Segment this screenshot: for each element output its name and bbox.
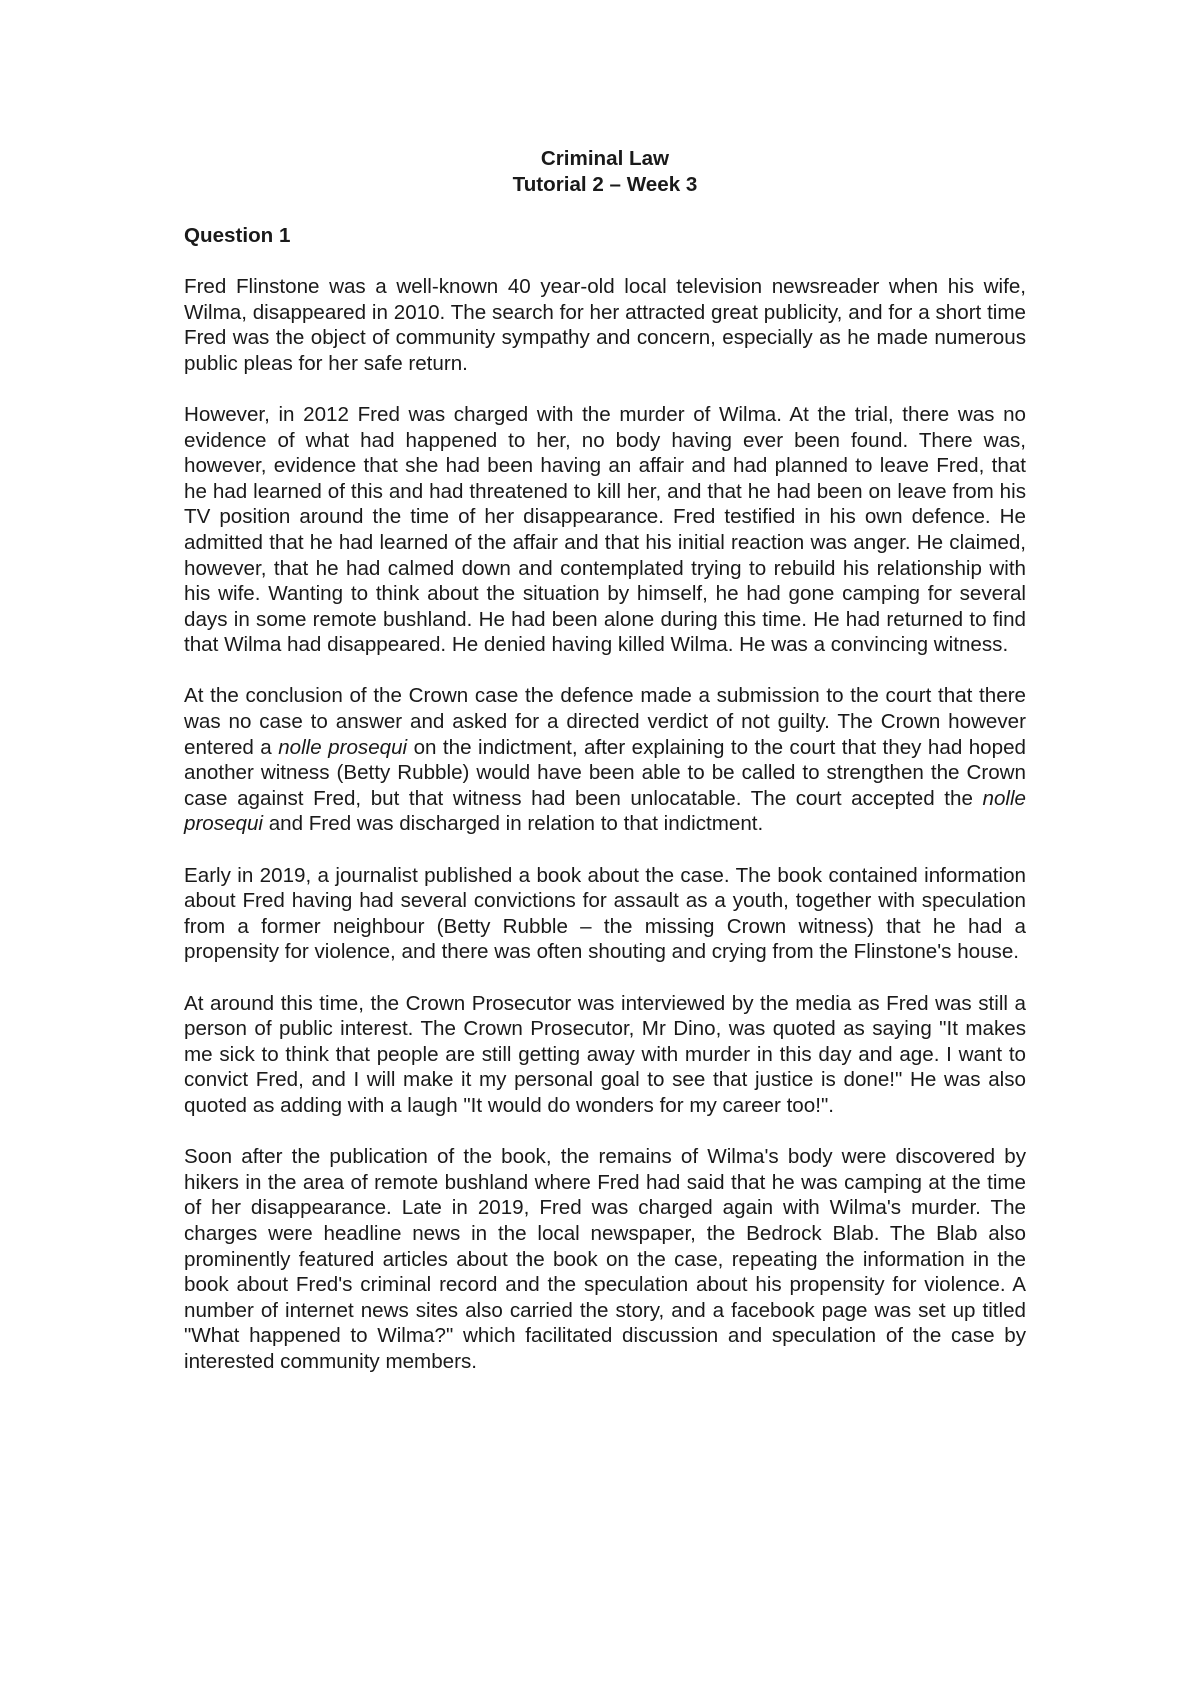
paragraph-1: Fred Flinstone was a well-known 40 year-old local television newsreader when his wife, Wilma, disappeared in 2010. The search for her attracted great publicity, and for a short time Fred was the object of community sympathy and concern, especially as he made numerous public pleas for her safe return.: [184, 274, 1026, 375]
paragraph-3-italic-1: nolle prosequi: [278, 735, 408, 759]
document-subtitle: Tutorial 2 – Week 3: [512, 172, 698, 196]
paragraph-3-part-c: and Fred was discharged in relation to that indictment.: [263, 812, 764, 836]
paragraph-4: Early in 2019, a journalist published a book about the case. The book contained information about Fred having had several convictions for assault as a youth, together with speculation from a former neighbour (Betty Rubble – the missing Crown witness) that he had a propensity for violence, and there was often shouting and crying from the Flinstone's house.: [184, 863, 1026, 964]
paragraph-3-part-a: At the conclusion of the Crown case the defence made a submission to the court that there was no case to answer and asked for a directed verdict of not guilty. The Crown however entered a: [184, 684, 1026, 759]
paragraph-6: Soon after the publication of the book, the remains of Wilma's body were discovered by hikers in the area of remote bushland where Fred had said that he was camping at the time of her disappearance. Late in 2019, Fred was charged again with Wilma's murder. The charges were headline news in the local newspaper, the Bedrock Blab. The Blab also prominently featured articles about the book on the case, repeating the information in the book about Fred's criminal record and the speculation about his propensity for violence. A number of internet news sites also carried the story, and a facebook page was set up titled "What happened to Wilma?" which facilitated discussion and speculation of the case by interested community members.: [184, 1145, 1026, 1373]
paragraph-3-part-b: on the indictment, after explaining to the court that they had hoped another witness (Betty Rubble) would have been able to be called to strengthen the Crown case against Fred, but that witness had been unlocatable. The court accepted the: [184, 735, 1026, 810]
paragraph-5: At around this time, the Crown Prosecutor was interviewed by the media as Fred was still a person of public interest. The Crown Prosecutor, Mr Dino, was quoted as saying "It makes me sick to think that people are still getting away with murder in this day and age. I want to convict Fred, and I will make it my personal goal to see that justice is done!" He was also quoted as adding with a laugh "It would do wonders for my career too!".: [184, 991, 1026, 1117]
paragraph-3-italic-2: nolle prosequi: [184, 786, 1026, 836]
question-heading: Question 1: [184, 223, 291, 247]
document-page: [184, 146, 1026, 1375]
paragraph-3: [184, 683, 1026, 837]
document-title: Criminal Law: [540, 147, 670, 170]
paragraph-2: However, in 2012 Fred was charged with the murder of Wilma. At the trial, there was no evidence of what had happened to her, no body having ever been found. There was, however, evidence that she had been having an affair and had planned to leave Fred, that he had learned of this and had threatened to kill her, and that he had been on leave from his TV position around the time of her disappearance. Fred testified in his own defence. He admitted that he had learned of the affair and that his initial reaction was anger. He claimed, however, that he had calmed down and contemplated trying to rebuild his relationship with his wife. Wanting to think about the situation by himself, he had gone camping for several days in some remote bushland. He had been alone during this time. He had returned to find that Wilma had disappeared. He denied having killed Wilma. He was a convincing witness.: [184, 402, 1026, 657]
